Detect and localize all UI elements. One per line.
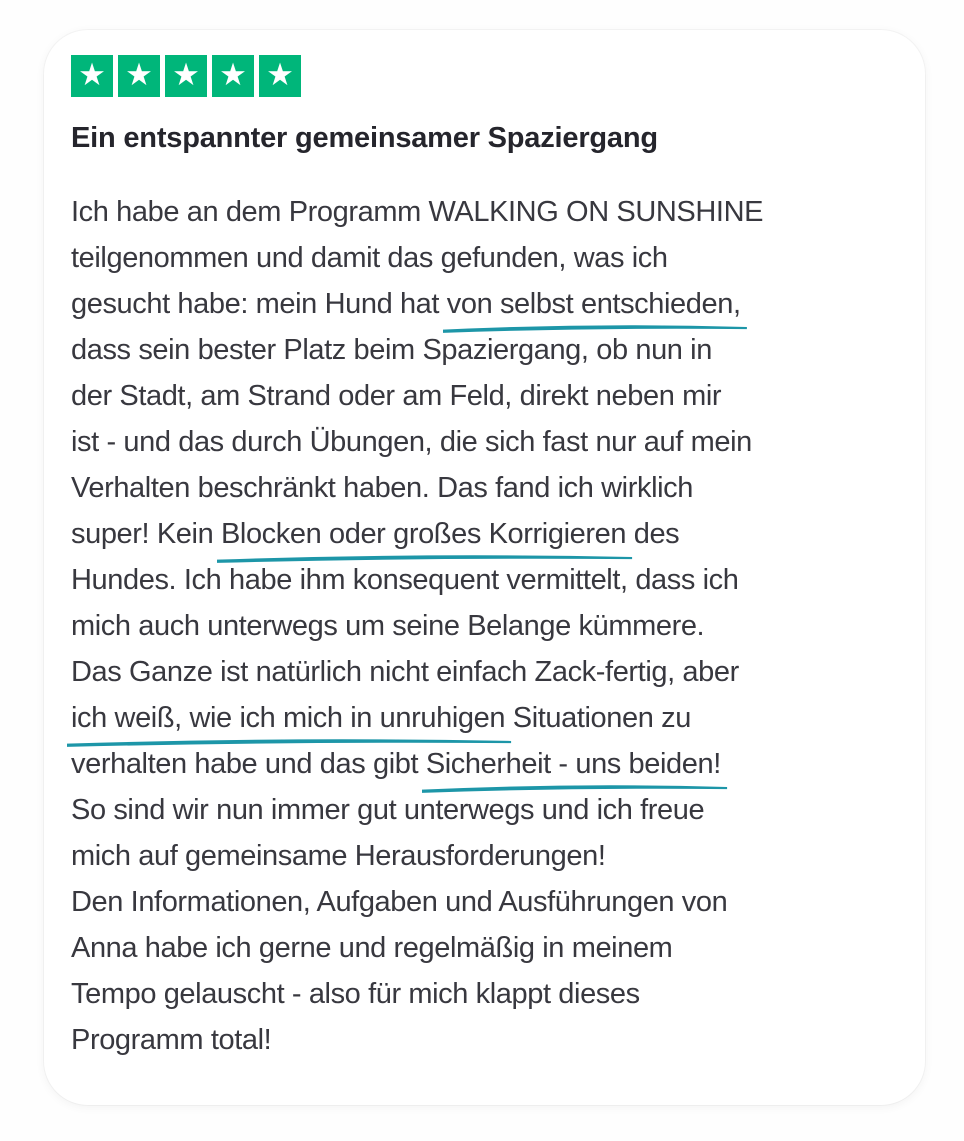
- star-glyph: ★: [125, 56, 153, 93]
- review-text: Programm total!: [71, 1024, 272, 1056]
- review-text: Tempo gelauscht - also für mich klappt dieses: [71, 978, 640, 1010]
- review-text: Den Informationen, Aufgaben und Ausführungen von: [71, 886, 728, 918]
- review-line: [71, 281, 763, 327]
- review-text: super! Kein: [71, 518, 221, 550]
- review-line: [71, 787, 763, 833]
- review-text: dass sein bester Platz beim Spaziergang, ob nun in: [71, 334, 712, 366]
- review-text: Hundes. Ich habe ihm konsequent vermittelt, dass ich: [71, 564, 739, 596]
- highlighted-phrase: von selbst entschieden,: [447, 281, 741, 327]
- review-line: [71, 511, 763, 557]
- review-card: [44, 30, 925, 1105]
- review-text: gesucht habe: mein Hund hat: [71, 288, 447, 320]
- star-glyph: ★: [172, 56, 200, 93]
- review-line: [71, 925, 763, 971]
- review-line: [71, 695, 763, 741]
- review-text: Das Ganze ist natürlich nicht einfach Zack-fertig, aber: [71, 656, 739, 688]
- review-text: mich auch unterwegs um seine Belange kümmere.: [71, 610, 705, 642]
- review-line: [71, 833, 763, 879]
- review-title: Ein entspannter gemeinsamer Spaziergang: [71, 122, 658, 154]
- review-text: teilgenommen und damit das gefunden, was ich: [71, 242, 668, 274]
- star-icon: [259, 55, 301, 97]
- review-line: [71, 879, 763, 925]
- review-line: [71, 649, 763, 695]
- review-text: des: [626, 518, 680, 550]
- review-line: [71, 373, 763, 419]
- star-icon: [165, 55, 207, 97]
- review-text: Ich habe an dem Programm WALKING ON SUNSHINE: [71, 196, 764, 228]
- review-line: [71, 557, 763, 603]
- review-text: Anna habe ich gerne und regelmäßig in meinem: [71, 932, 673, 964]
- star-glyph: ★: [78, 56, 106, 93]
- review-line: [71, 465, 763, 511]
- review-line: [71, 971, 763, 1017]
- highlighted-phrase: Sicherheit - uns beiden!: [426, 741, 721, 787]
- review-line: [71, 189, 763, 235]
- star-glyph: ★: [266, 56, 294, 93]
- review-line: [71, 1017, 763, 1063]
- star-icon: [212, 55, 254, 97]
- review-line: [71, 327, 763, 373]
- highlighted-phrase: ich weiß, wie ich mich in unruhigen: [71, 695, 505, 741]
- review-text: So sind wir nun immer gut unterwegs und ich freue: [71, 794, 705, 826]
- review-line: [71, 603, 763, 649]
- review-text: Verhalten beschränkt haben. Das fand ich wirklich: [71, 472, 693, 504]
- review-line: [71, 235, 763, 281]
- review-text: ist - und das durch Übungen, die sich fast nur auf mein: [71, 426, 752, 458]
- highlighted-phrase: Blocken oder großes Korrigieren: [221, 511, 626, 557]
- star-rating: [71, 55, 301, 97]
- review-line: [71, 419, 763, 465]
- star-glyph: ★: [219, 56, 247, 93]
- review-body: [71, 189, 763, 1063]
- star-icon: [71, 55, 113, 97]
- review-text: der Stadt, am Strand oder am Feld, direkt neben mir: [71, 380, 722, 412]
- star-icon: [118, 55, 160, 97]
- review-text: verhalten habe und das gibt: [71, 748, 426, 780]
- review-text: mich auf gemeinsame Herausforderungen!: [71, 840, 606, 872]
- review-line: [71, 741, 763, 787]
- review-text: Situationen zu: [505, 702, 691, 734]
